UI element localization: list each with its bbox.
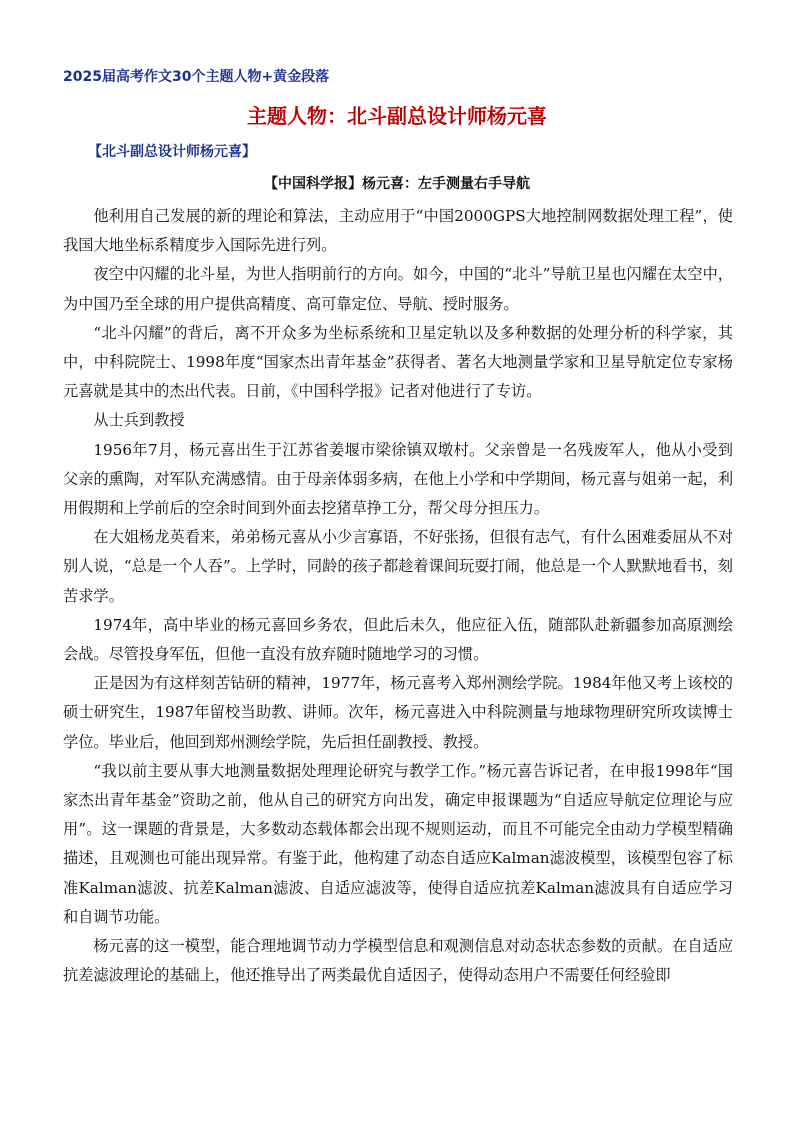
paragraph: “我以前主要从事大地测量数据处理理论研究与教学工作。”杨元喜告诉记者，在申报1998年“国家杰出青年基金”资助之前，他从自己的研究方向出发，确定申报课题为“自适应导航定位理论与应用”。这一课题的背景是，大多数动态载体都会出现不规则运动，而且不可能完全由动力学模型精确描述，且观测也可能出现异常。有鉴于此，他构建了动态自适应Kalman滤波模型，该模型包容了标准Kalman滤波、抗差Kalman滤波、自适应滤波等，使得自适应抗差Kalman滤波具有自适应学习和自调节功能。 [63, 761, 733, 926]
paragraph: 杨元喜的这一模型，能合理地调节动力学模型信息和观测信息对动态状态参数的贡献。在自适应抗差滤波理论的基础上，他还推导出了两类最优自适因子，使得动态用户不需要任何经验即 [63, 937, 733, 985]
paragraph: 1974年，高中毕业的杨元喜回乡务农，但此后未久，他应征入伍，随部队赴新疆参加高原测绘会战。尽管投身军伍，但他一直没有放弃随时随地学习的习惯。 [63, 615, 733, 664]
section-tag: 【北斗副总设计师杨元喜】 [88, 144, 256, 160]
paragraph: 正是因为有这样刻苦钻研的精神，1977年，杨元喜考入郑州测绘学院。1984年他又考上该校的硕士研究生，1987年留校当助教、讲师。次年，杨元喜进入中科院测量与地球物理研究所攻读博士学位。毕业后，他回到郑州测绘学院，先后担任副教授、教授。 [63, 674, 733, 751]
subheading: 从士兵到教授 [93, 411, 185, 430]
document-header-title: 2025届高考作文30个主题人物+黄金段落 [63, 69, 330, 85]
article-body [63, 202, 733, 990]
article-source-title: 【中国科学报】杨元喜：左手测量右手导航 [264, 176, 530, 192]
paragraph: 他利用自己发展的新的理论和算法，主动应用于“中国2000GPS大地控制网数据处理工程”，使我国大地坐标系精度步入国际先进行列。 [63, 207, 733, 255]
paragraph: 在大姐杨龙英看来，弟弟杨元喜从小少言寡语，不好张扬，但很有志气，有什么困难委屈从不对别人说，“总是一个人吞”。上学时，同龄的孩子都趁着课间玩耍打闹，他总是一个人默默地看书，刻苦求学。 [63, 528, 733, 605]
paragraph: “北斗闪耀”的背后，离不开众多为坐标系统和卫星定轨以及多种数据的处理分析的科学家，其中，中科院院士、1998年度“国家杰出青年基金”获得者、著名大地测量学家和卫星导航定位专家杨元喜就是其中的杰出代表。日前，《中国科学报》记者对他进行了专访。 [63, 323, 733, 401]
paragraph: 夜空中闪耀的北斗星，为世人指明前行的方向。如今，中国的“北斗”导航卫星也闪耀在太空中，为中国乃至全球的用户提供高精度、高可靠定位、导航、授时服务。 [63, 265, 733, 313]
paragraph: 1956年7月，杨元喜出生于江苏省姜堰市梁徐镇双墩村。父亲曾是一名残废军人，他从小受到父亲的熏陶，对军队充满感情。由于母亲体弱多病，在他上小学和中学期间，杨元喜与姐弟一起，利用假期和上学前后的空余时间到外面去挖猪草挣工分，帮父母分担压力。 [63, 440, 733, 518]
main-title: 主题人物：北斗副总设计师杨元喜 [247, 104, 547, 128]
